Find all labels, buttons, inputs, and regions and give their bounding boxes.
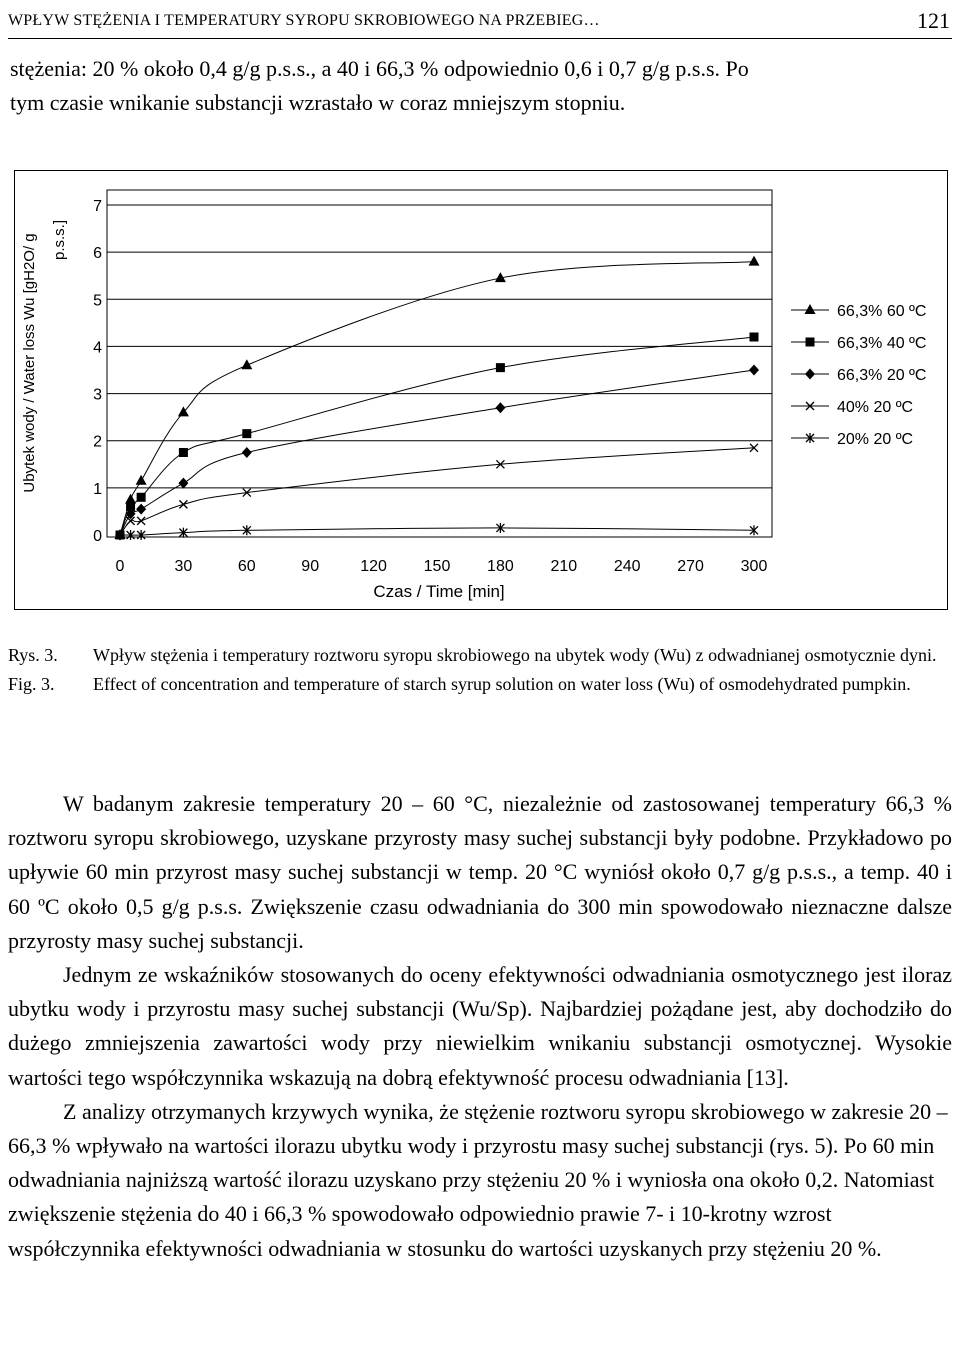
data-point-triangle <box>749 256 760 266</box>
gridlines <box>107 205 772 488</box>
x-tick-labels <box>116 558 768 575</box>
paragraph: Jednym ze wskaźników stosowanych do oceny efektywności odwadniania osmotycznego jest iloraz ubytku wody i przyrostu masy suchej substancji (Wu/Sp). Najbardziej pożądane jest, aby dochodziło do dużego zmniejszenia zawartości wody przy niewielkim wnikaniu substancji osmotycznej. Wysokie wartości tego współczynnika wskazują na dobrą efektywność procesu odwadniania [13]. <box>8 962 952 1090</box>
legend-entry <box>791 303 926 320</box>
intro-line: stężenia: 20 % około 0,4 g/g p.s.s., a 40 i 66,3 % odpowiednio 0,6 i 0,7 g/g p.s.s. Po <box>10 56 749 81</box>
caption-polish <box>8 642 952 669</box>
x-tick-label: 150 <box>423 558 451 575</box>
data-point-cross <box>179 500 187 508</box>
y-tick-label: 6 <box>93 245 102 263</box>
intro-line: tym czasie wnikanie substancji wzrastało w coraz mniejszym stopniu. <box>10 90 626 115</box>
running-title: WPŁYW STĘŻENIA I TEMPERATURY SYROPU SKROBIOWEGO NA PRZEBIEG… <box>8 12 600 29</box>
legend-entry <box>791 431 913 448</box>
data-point-triangle <box>241 359 252 369</box>
data-point-diamond <box>805 369 815 380</box>
data-point-diamond <box>136 504 146 515</box>
caption-text: Wpływ stężenia i temperatury roztworu syropu skrobiowego na ubytek wody (Wu) z odwadnianej osmotycznie dyni. <box>93 645 937 665</box>
series-1 <box>115 256 760 539</box>
data-point-square <box>242 429 251 438</box>
y-axis-label: Ubytek wody / Water loss Wu [gH2O/ g <box>21 233 38 493</box>
x-axis-label: Czas / Time [min] <box>373 582 505 601</box>
y-tick-label: 1 <box>93 480 102 498</box>
body-text <box>8 787 952 1266</box>
legend-label: 40% 20 ºC <box>837 399 914 416</box>
series-line <box>120 337 754 535</box>
series-3 <box>115 365 759 541</box>
caption-label: Fig. 3. <box>8 674 55 694</box>
data-point-square <box>496 363 505 372</box>
y-axis-label-unit: p.s.s.] <box>51 219 68 261</box>
running-header <box>8 4 952 39</box>
series-line <box>120 370 754 535</box>
y-tick-label: 3 <box>93 386 102 404</box>
x-tick-label: 180 <box>487 558 514 575</box>
legend-entry <box>791 335 926 352</box>
x-tick-label: 270 <box>677 558 704 575</box>
x-tick-label: 300 <box>740 558 768 575</box>
y-tick-label: 5 <box>93 292 102 310</box>
data-point-square <box>750 333 759 342</box>
legend-label: 66,3% 60 ºC <box>837 303 927 320</box>
caption-english <box>8 671 952 698</box>
legend-entry <box>791 399 913 416</box>
data-point-square <box>137 493 146 502</box>
y-tick-labels <box>93 198 102 545</box>
x-tick-label: 60 <box>237 558 256 575</box>
series-line <box>120 528 754 535</box>
series-line <box>120 448 754 535</box>
caption-text: Effect of concentration and temperature of starch syrup solution on water loss (Wu) of osmodehydrated pumpkin. <box>93 674 911 694</box>
page-number: 121 <box>917 8 950 33</box>
plot-area <box>107 190 772 537</box>
series-group <box>115 256 760 541</box>
y-tick-label: 0 <box>93 528 102 545</box>
x-tick-label: 30 <box>174 558 193 575</box>
y-axis-title <box>21 220 68 493</box>
data-point-triangle <box>125 494 136 504</box>
intro-paragraph <box>10 52 950 120</box>
y-tick-label: 4 <box>93 339 102 357</box>
legend-entry <box>791 367 926 384</box>
series-2 <box>116 333 759 540</box>
x-tick-label: 90 <box>301 558 320 575</box>
figure-water-loss-chart <box>14 170 948 610</box>
legend-label: 20% 20 ºC <box>837 431 914 448</box>
legend-label: 66,3% 20 ºC <box>837 367 927 384</box>
data-point-triangle <box>136 475 147 485</box>
data-point-cross <box>137 517 145 525</box>
chart-svg <box>15 171 946 608</box>
y-tick-label: 7 <box>93 198 102 215</box>
y-tick-label: 2 <box>93 433 102 451</box>
x-tick-label: 0 <box>115 558 125 575</box>
paragraph: W badanym zakresie temperatury 20 – 60 °C, niezależnie od zastosowanej temperatury 66,3 % roztworu syropu skrobiowego, uzyskane przyrosty masy suchej substancji były podobne. Przykładowo po upływie 60 min przyrost masy suchej substancji w temp. 20 °C wyniósł około 0,7 g/g p.s.s., a temp. 40 i 60 ºC około 0,5 g/g p.s.s. Zwiększenie czasu odwadniania do 300 min spowodowało nieznaczne dalsze przyrosty masy suchej substancji. <box>8 791 952 953</box>
x-tick-label: 210 <box>550 558 578 575</box>
x-tick-label: 120 <box>360 558 387 575</box>
data-point-diamond <box>178 478 188 489</box>
series-4 <box>116 444 758 539</box>
data-point-triangle <box>805 304 816 314</box>
series-line <box>120 262 754 535</box>
legend <box>791 303 926 448</box>
data-point-diamond <box>749 365 759 376</box>
x-tick-label: 240 <box>613 558 641 575</box>
data-point-diamond <box>495 402 505 413</box>
legend-label: 66,3% 40 ºC <box>837 335 927 352</box>
caption-label: Rys. 3. <box>8 645 58 665</box>
paragraph: Z analizy otrzymanych krzywych wynika, że stężenie roztworu syropu skrobiowego w zakresie 20 – 66,3 % wpływało na wartości ilorazu ubytku wody i przyrostu masy suchej substancji (rys. 5). Po 60 min odwadniania najniższą wartość ilorazu uzyskano przy stężeniu 20 % i wyniosła ona około 0,2. Natomiast zwiększenie stężenia do 40 i 66,3 % spowodowało odpowiednio prawie 7- i 10-krotny wzrost współczynnika efektywności odwadniania w stosunku do wartości uzyskanych przy stężeniu 20 %. <box>8 1098 948 1261</box>
data-point-square <box>179 448 188 457</box>
data-point-diamond <box>242 447 252 458</box>
data-point-square <box>806 338 815 347</box>
figure-caption <box>8 642 952 700</box>
